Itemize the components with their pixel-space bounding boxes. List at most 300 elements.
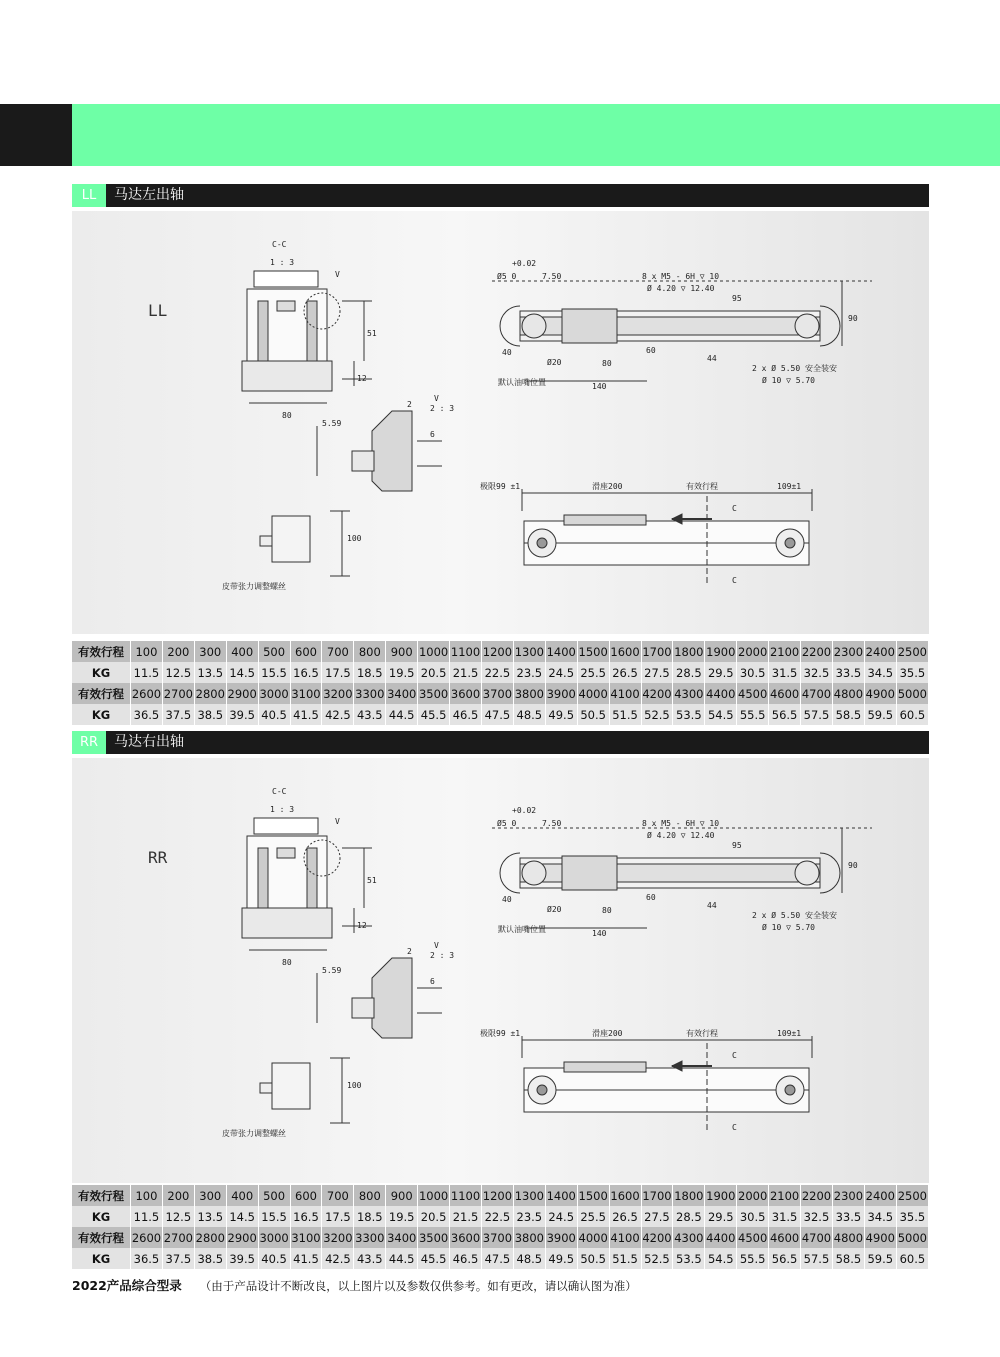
table-cell: 1400 xyxy=(545,1185,577,1206)
table-cell: 26.5 xyxy=(609,1206,641,1227)
table-cell: 49.5 xyxy=(545,1248,577,1269)
table-cell: 36.5 xyxy=(131,1248,163,1269)
drawing-label: Ø20 xyxy=(547,358,562,367)
table-cell: 48.5 xyxy=(513,704,545,725)
drawing-label: 极限99 ±1 xyxy=(480,482,521,491)
row-label: 有效行程 xyxy=(72,1185,131,1206)
drawing-label: 12 xyxy=(357,374,367,383)
table-cell: 24.5 xyxy=(545,662,577,683)
table-cell: 800 xyxy=(354,641,386,662)
table-cell: 3300 xyxy=(354,1227,386,1248)
table-cell: 32.5 xyxy=(801,1206,833,1227)
drawing-label: 140 xyxy=(592,382,607,391)
row-label: KG xyxy=(72,662,131,683)
table-cell: 31.5 xyxy=(769,662,801,683)
table-cell: 400 xyxy=(226,1185,258,1206)
drawing-label: 7.50 xyxy=(542,272,562,281)
table-cell: 1100 xyxy=(450,641,482,662)
table-cell: 4300 xyxy=(673,683,705,704)
drawing-label: 7.50 xyxy=(542,819,562,828)
drawing-label: 140 xyxy=(592,929,607,938)
table-cell: 48.5 xyxy=(513,1248,545,1269)
table-cell: 57.5 xyxy=(801,704,833,725)
drawing-label: 2 : 3 xyxy=(430,951,455,960)
table-cell: 32.5 xyxy=(801,662,833,683)
spec-table xyxy=(72,641,929,725)
drawing-label: 44 xyxy=(707,901,717,910)
table-cell: 4400 xyxy=(705,683,737,704)
drawing-label: 100 xyxy=(347,1081,362,1090)
table-cell: 4400 xyxy=(705,1227,737,1248)
table-cell: 44.5 xyxy=(386,1248,418,1269)
table-cell: 34.5 xyxy=(864,1206,896,1227)
table-cell: 27.5 xyxy=(641,662,673,683)
table-cell: 1000 xyxy=(418,641,450,662)
drawing-label: C xyxy=(732,1123,737,1132)
table-cell: 1600 xyxy=(609,641,641,662)
table-cell: 53.5 xyxy=(673,704,705,725)
table-cell: 4900 xyxy=(864,683,896,704)
table-cell: 2500 xyxy=(896,1185,928,1206)
drawing-label: 2 x Ø 5.50 安全装安 xyxy=(752,364,837,373)
table-cell: 42.5 xyxy=(322,1248,354,1269)
table-cell: 50.5 xyxy=(577,1248,609,1269)
drawing-label: 有效行程 xyxy=(686,1029,718,1038)
table-cell: 100 xyxy=(131,1185,163,1206)
drawing-label: 40 xyxy=(502,895,512,904)
drawing-label: 8 x M5 - 6H ▽ 10 xyxy=(642,272,720,281)
table-cell: 2600 xyxy=(131,1227,163,1248)
table-cell: 21.5 xyxy=(450,662,482,683)
drawing-label: 109±1 xyxy=(777,482,802,491)
table-cell: 20.5 xyxy=(418,1206,450,1227)
table-cell: 35.5 xyxy=(896,662,928,683)
table-row xyxy=(72,704,929,725)
technical-drawing xyxy=(72,758,929,1180)
drawing-label: 80 xyxy=(282,958,292,967)
table-cell: 4100 xyxy=(609,1227,641,1248)
table-cell: 4500 xyxy=(737,1227,769,1248)
table-cell: 4700 xyxy=(801,683,833,704)
row-label: 有效行程 xyxy=(72,683,131,704)
table-cell: 3900 xyxy=(545,683,577,704)
section-tag: LL xyxy=(72,184,106,207)
drawing-label: 100 xyxy=(347,534,362,543)
table-cell: 3100 xyxy=(290,1227,322,1248)
table-row xyxy=(72,1227,929,1248)
table-cell: 31.5 xyxy=(769,1206,801,1227)
table-cell: 2200 xyxy=(801,641,833,662)
table-cell: 4000 xyxy=(577,1227,609,1248)
table-row xyxy=(72,1248,929,1269)
table-cell: 59.5 xyxy=(864,1248,896,1269)
drawing-label: 80 xyxy=(602,906,612,915)
table-cell: 4600 xyxy=(769,683,801,704)
table-cell: 2400 xyxy=(864,1185,896,1206)
table-row xyxy=(72,1185,929,1206)
table-cell: 58.5 xyxy=(832,1248,864,1269)
table-cell: 18.5 xyxy=(354,662,386,683)
table-cell: 1300 xyxy=(513,1185,545,1206)
table-cell: 3700 xyxy=(481,1227,513,1248)
table-cell: 12.5 xyxy=(162,1206,194,1227)
table-cell: 13.5 xyxy=(194,1206,226,1227)
table-cell: 27.5 xyxy=(641,1206,673,1227)
table-cell: 60.5 xyxy=(896,704,928,725)
table-cell: 600 xyxy=(290,641,322,662)
drawing-label: 51 xyxy=(367,329,377,338)
table-cell: 58.5 xyxy=(832,704,864,725)
drawing-label: Ø20 xyxy=(547,905,562,914)
table-cell: 700 xyxy=(322,641,354,662)
table-cell: 4200 xyxy=(641,1227,673,1248)
table-cell: 2200 xyxy=(801,1185,833,1206)
table-cell: 4700 xyxy=(801,1227,833,1248)
table-cell: 33.5 xyxy=(832,662,864,683)
table-cell: 3600 xyxy=(450,683,482,704)
drawing-label: 95 xyxy=(732,294,742,303)
table-cell: 52.5 xyxy=(641,1248,673,1269)
drawing-label: C xyxy=(732,576,737,585)
technical-drawing xyxy=(72,211,929,633)
table-cell: 1200 xyxy=(481,1185,513,1206)
table-cell: 54.5 xyxy=(705,1248,737,1269)
table-cell: 200 xyxy=(162,1185,194,1206)
table-cell: 30.5 xyxy=(737,1206,769,1227)
drawing-panel xyxy=(72,211,929,634)
table-cell: 2100 xyxy=(769,641,801,662)
table-cell: 38.5 xyxy=(194,1248,226,1269)
table-cell: 1300 xyxy=(513,641,545,662)
table-cell: 3100 xyxy=(290,683,322,704)
table-cell: 4800 xyxy=(832,683,864,704)
drawing-label: 2 xyxy=(407,947,412,956)
table-cell: 4900 xyxy=(864,1227,896,1248)
table-cell: 41.5 xyxy=(290,704,322,725)
table-cell: 2000 xyxy=(737,641,769,662)
table-cell: 2000 xyxy=(737,1185,769,1206)
table-cell: 900 xyxy=(386,1185,418,1206)
table-cell: 28.5 xyxy=(673,662,705,683)
table-cell: 1400 xyxy=(545,641,577,662)
table-cell: 23.5 xyxy=(513,1206,545,1227)
table-cell: 2900 xyxy=(226,683,258,704)
table-row xyxy=(72,683,929,704)
table-cell: 5000 xyxy=(896,1227,928,1248)
drawing-label: 5.59 xyxy=(322,419,342,428)
table-cell: 1100 xyxy=(450,1185,482,1206)
table-cell: 800 xyxy=(354,1185,386,1206)
table-cell: 1500 xyxy=(577,641,609,662)
table-cell: 53.5 xyxy=(673,1248,705,1269)
drawing-label: 90 xyxy=(848,861,858,870)
drawing-label: 60 xyxy=(646,893,656,902)
catalog-title: 2022产品综合型录 xyxy=(72,1278,182,1293)
table-cell: 3900 xyxy=(545,1227,577,1248)
table-cell: 49.5 xyxy=(545,704,577,725)
table-cell: 17.5 xyxy=(322,662,354,683)
table-cell: 42.5 xyxy=(322,704,354,725)
table-cell: 1900 xyxy=(705,1185,737,1206)
table-cell: 46.5 xyxy=(450,1248,482,1269)
drawing-label: 2 xyxy=(407,400,412,409)
table-cell: 1700 xyxy=(641,641,673,662)
table-cell: 3400 xyxy=(386,1227,418,1248)
drawing-label: 皮带张力调整螺丝 xyxy=(222,582,286,591)
drawing-label: 滑座200 xyxy=(592,482,623,491)
model-label: LL xyxy=(148,301,168,320)
table-cell: 2100 xyxy=(769,1185,801,1206)
section-title: 马达右出轴 xyxy=(114,734,184,750)
table-cell: 19.5 xyxy=(386,662,418,683)
table-cell: 22.5 xyxy=(481,662,513,683)
table-cell: 4200 xyxy=(641,683,673,704)
drawing-label: V xyxy=(335,817,340,826)
table-cell: 51.5 xyxy=(609,1248,641,1269)
table-cell: 11.5 xyxy=(131,662,163,683)
table-cell: 13.5 xyxy=(194,662,226,683)
table-cell: 41.5 xyxy=(290,1248,322,1269)
table-cell: 28.5 xyxy=(673,1206,705,1227)
table-cell: 26.5 xyxy=(609,662,641,683)
table-cell: 39.5 xyxy=(226,1248,258,1269)
table-cell: 300 xyxy=(194,641,226,662)
drawing-label: +0.02 xyxy=(512,259,537,268)
table-cell: 3800 xyxy=(513,683,545,704)
table-cell: 33.5 xyxy=(832,1206,864,1227)
table-cell: 25.5 xyxy=(577,662,609,683)
table-cell: 3700 xyxy=(481,683,513,704)
table-cell: 52.5 xyxy=(641,704,673,725)
table-cell: 3500 xyxy=(418,1227,450,1248)
drawing-label: 5.59 xyxy=(322,966,342,975)
drawing-label: 有效行程 xyxy=(686,482,718,491)
drawing-label: Ø 4.20 ▽ 12.40 xyxy=(647,284,715,293)
model-label: RR xyxy=(148,848,168,867)
table-cell: 2600 xyxy=(131,683,163,704)
table-cell: 25.5 xyxy=(577,1206,609,1227)
table-cell: 2800 xyxy=(194,683,226,704)
table-cell: 50.5 xyxy=(577,704,609,725)
table-cell: 4000 xyxy=(577,683,609,704)
table-cell: 2700 xyxy=(162,683,194,704)
drawing-label: 109±1 xyxy=(777,1029,802,1038)
table-cell: 18.5 xyxy=(354,1206,386,1227)
drawing-label: 80 xyxy=(602,359,612,368)
drawing-label: 默认油嘴位置 xyxy=(498,925,546,934)
table-cell: 47.5 xyxy=(481,704,513,725)
table-cell: 19.5 xyxy=(386,1206,418,1227)
table-cell: 20.5 xyxy=(418,662,450,683)
table-cell: 1000 xyxy=(418,1185,450,1206)
table-cell: 15.5 xyxy=(258,1206,290,1227)
table-cell: 2500 xyxy=(896,641,928,662)
table-cell: 3200 xyxy=(322,683,354,704)
table-cell: 4800 xyxy=(832,1227,864,1248)
table-cell: 29.5 xyxy=(705,662,737,683)
drawing-label: C xyxy=(732,504,737,513)
table-cell: 54.5 xyxy=(705,704,737,725)
drawing-label: 滑座200 xyxy=(592,1029,623,1038)
table-cell: 2900 xyxy=(226,1227,258,1248)
table-cell: 200 xyxy=(162,641,194,662)
drawing-label: Ø 4.20 ▽ 12.40 xyxy=(647,831,715,840)
drawing-label: 2 : 3 xyxy=(430,404,455,413)
spec-table xyxy=(72,1185,929,1269)
table-cell: 57.5 xyxy=(801,1248,833,1269)
table-cell: 47.5 xyxy=(481,1248,513,1269)
drawing-label: Ø5 0 xyxy=(497,819,517,828)
table-cell: 59.5 xyxy=(864,704,896,725)
table-cell: 3600 xyxy=(450,1227,482,1248)
table-cell: 1800 xyxy=(673,1185,705,1206)
drawing-label: V xyxy=(335,270,340,279)
row-label: 有效行程 xyxy=(72,1227,131,1248)
drawing-label: 8 x M5 - 6H ▽ 10 xyxy=(642,819,720,828)
drawing-label: 40 xyxy=(502,348,512,357)
drawing-label: 95 xyxy=(732,841,742,850)
table-cell: 55.5 xyxy=(737,1248,769,1269)
table-cell: 56.5 xyxy=(769,1248,801,1269)
section-tag: RR xyxy=(72,731,106,754)
table-cell: 56.5 xyxy=(769,704,801,725)
table-cell: 1600 xyxy=(609,1185,641,1206)
table-cell: 44.5 xyxy=(386,704,418,725)
table-cell: 34.5 xyxy=(864,662,896,683)
table-cell: 1900 xyxy=(705,641,737,662)
drawing-label: C-C xyxy=(272,787,287,796)
table-cell: 43.5 xyxy=(354,1248,386,1269)
row-label: KG xyxy=(72,1206,131,1227)
drawing-label: C xyxy=(732,1051,737,1060)
drawing-label: Ø 10 ▽ 5.70 xyxy=(762,923,815,932)
table-cell: 4500 xyxy=(737,683,769,704)
table-cell: 40.5 xyxy=(258,704,290,725)
section-header xyxy=(72,731,929,754)
drawing-label: 51 xyxy=(367,876,377,885)
table-cell: 3300 xyxy=(354,683,386,704)
table-cell: 11.5 xyxy=(131,1206,163,1227)
table-cell: 1200 xyxy=(481,641,513,662)
table-cell: 600 xyxy=(290,1185,322,1206)
top-accent-band xyxy=(0,104,1000,166)
table-cell: 300 xyxy=(194,1185,226,1206)
table-cell: 900 xyxy=(386,641,418,662)
table-cell: 37.5 xyxy=(162,704,194,725)
table-cell: 1700 xyxy=(641,1185,673,1206)
drawing-label: V xyxy=(434,941,439,950)
drawing-label: V xyxy=(434,394,439,403)
table-row xyxy=(72,662,929,683)
table-cell: 2800 xyxy=(194,1227,226,1248)
table-cell: 4600 xyxy=(769,1227,801,1248)
drawing-label: 默认油嘴位置 xyxy=(498,378,546,387)
section-title: 马达左出轴 xyxy=(114,187,184,203)
table-cell: 4300 xyxy=(673,1227,705,1248)
table-cell: 700 xyxy=(322,1185,354,1206)
table-cell: 37.5 xyxy=(162,1248,194,1269)
table-cell: 17.5 xyxy=(322,1206,354,1227)
table-cell: 35.5 xyxy=(896,1206,928,1227)
table-cell: 38.5 xyxy=(194,704,226,725)
table-cell: 39.5 xyxy=(226,704,258,725)
drawing-label: 80 xyxy=(282,411,292,420)
drawing-label: 极限99 ±1 xyxy=(480,1029,521,1038)
section-header xyxy=(72,184,929,207)
table-cell: 400 xyxy=(226,641,258,662)
table-cell: 12.5 xyxy=(162,662,194,683)
table-cell: 500 xyxy=(258,641,290,662)
table-cell: 51.5 xyxy=(609,704,641,725)
row-label: KG xyxy=(72,704,131,725)
table-cell: 3000 xyxy=(258,683,290,704)
table-row xyxy=(72,1206,929,1227)
table-cell: 60.5 xyxy=(896,1248,928,1269)
table-cell: 46.5 xyxy=(450,704,482,725)
table-cell: 55.5 xyxy=(737,704,769,725)
table-cell: 43.5 xyxy=(354,704,386,725)
table-cell: 5000 xyxy=(896,683,928,704)
table-cell: 14.5 xyxy=(226,662,258,683)
table-cell: 500 xyxy=(258,1185,290,1206)
table-cell: 14.5 xyxy=(226,1206,258,1227)
drawing-label: 44 xyxy=(707,354,717,363)
table-cell: 36.5 xyxy=(131,704,163,725)
table-cell: 2700 xyxy=(162,1227,194,1248)
table-cell: 1800 xyxy=(673,641,705,662)
table-cell: 40.5 xyxy=(258,1248,290,1269)
table-cell: 3400 xyxy=(386,683,418,704)
table-row xyxy=(72,641,929,662)
drawing-label: Ø 10 ▽ 5.70 xyxy=(762,376,815,385)
drawing-label: +0.02 xyxy=(512,806,537,815)
drawing-label: 6 xyxy=(430,977,435,986)
table-cell: 2300 xyxy=(832,1185,864,1206)
table-cell: 16.5 xyxy=(290,662,322,683)
table-cell: 45.5 xyxy=(418,1248,450,1269)
table-cell: 24.5 xyxy=(545,1206,577,1227)
drawing-label: 12 xyxy=(357,921,367,930)
drawing-label: 2 x Ø 5.50 安全装安 xyxy=(752,911,837,920)
table-cell: 3800 xyxy=(513,1227,545,1248)
table-cell: 16.5 xyxy=(290,1206,322,1227)
row-label: 有效行程 xyxy=(72,641,131,662)
drawing-label: Ø5 0 xyxy=(497,272,517,281)
table-cell: 21.5 xyxy=(450,1206,482,1227)
table-cell: 3500 xyxy=(418,683,450,704)
table-cell: 100 xyxy=(131,641,163,662)
table-cell: 3000 xyxy=(258,1227,290,1248)
table-cell: 23.5 xyxy=(513,662,545,683)
table-cell: 30.5 xyxy=(737,662,769,683)
table-cell: 22.5 xyxy=(481,1206,513,1227)
table-cell: 15.5 xyxy=(258,662,290,683)
footer xyxy=(72,1276,637,1294)
drawing-label: 皮带张力调整螺丝 xyxy=(222,1129,286,1138)
drawing-label: 60 xyxy=(646,346,656,355)
table-cell: 45.5 xyxy=(418,704,450,725)
drawing-label: 1 : 3 xyxy=(270,805,295,814)
drawing-label: C-C xyxy=(272,240,287,249)
drawing-panel xyxy=(72,758,929,1183)
table-cell: 1500 xyxy=(577,1185,609,1206)
table-cell: 29.5 xyxy=(705,1206,737,1227)
disclaimer-note: （由于产品设计不断改良，以上图片以及参数仅供参考。如有更改，请以确认图为准） xyxy=(199,1279,637,1293)
row-label: KG xyxy=(72,1248,131,1269)
table-cell: 2400 xyxy=(864,641,896,662)
top-dark-block xyxy=(0,104,72,166)
table-cell: 4100 xyxy=(609,683,641,704)
